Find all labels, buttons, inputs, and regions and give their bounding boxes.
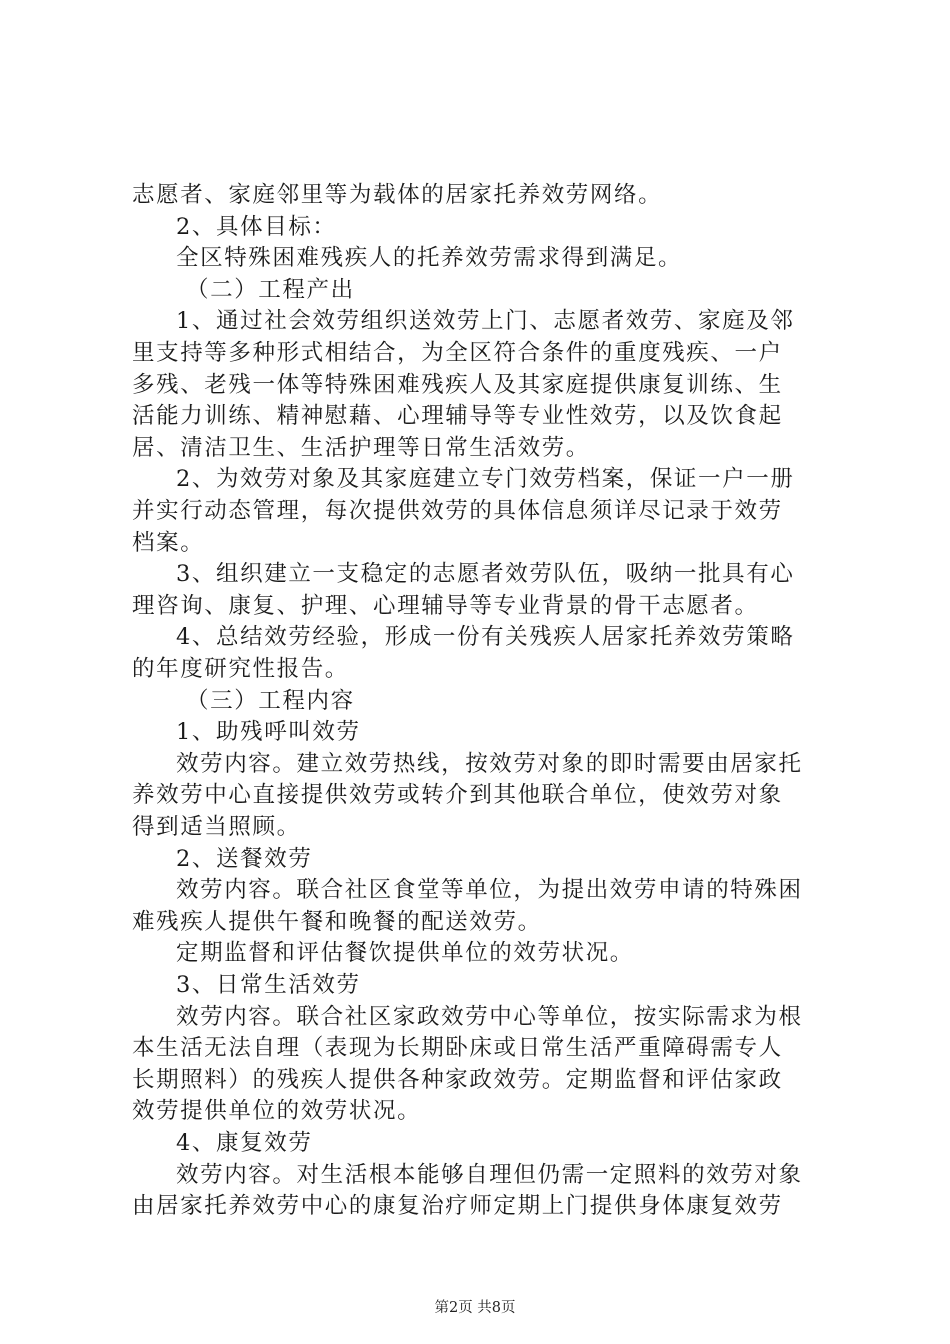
- section-heading: （三）工程内容: [186, 687, 355, 714]
- text-line: 养效劳中心直接提供效劳或转介到其他联合单位，使效劳对象: [132, 782, 783, 809]
- text-line: 1、通过社会效劳组织送效劳上门、志愿者效劳、家庭及邻: [176, 308, 795, 335]
- text-line: 难残疾人提供午餐和晚餐的配送效劳。: [132, 908, 542, 935]
- subsection-heading: 2、送餐效劳: [176, 845, 313, 872]
- text-line: 多残、老残一体等特殊困难残疾人及其家庭提供康复训练、生: [132, 371, 783, 398]
- text-line: 全区特殊困难残疾人的托养效劳需求得到满足。: [176, 245, 683, 272]
- text-line: 效劳内容。对生活根本能够自理但仍需一定照料的效劳对象: [176, 1161, 803, 1188]
- page-number-footer: 第2页 共8页: [434, 1300, 516, 1316]
- text-line: 档案。: [132, 529, 205, 556]
- subsection-heading: 3、日常生活效劳: [176, 972, 361, 998]
- text-line: 活能力训练、精神慰藉、心理辅导等专业性效劳，以及饮食起: [132, 403, 783, 430]
- text-line: 里支持等多种形式相结合，为全区符合条件的重度残疾、一户: [132, 340, 783, 366]
- text-line: 长期照料）的残疾人提供各种家政效劳。定期监督和评估家政: [132, 1066, 783, 1093]
- text-line: 效劳提供单位的效劳状况。: [132, 1098, 422, 1125]
- text-line: 2、具体目标：: [176, 213, 337, 240]
- text-line: 定期监督和评估餐饮提供单位的效劳状况。: [176, 940, 634, 967]
- section-heading: （二）工程产出: [186, 276, 355, 303]
- subsection-heading: 4、康复效劳: [176, 1130, 313, 1156]
- text-line: 由居家托养效劳中心的康复治疗师定期上门提供身体康复效劳: [132, 1193, 783, 1220]
- text-line: 效劳内容。建立效劳热线，按效劳对象的即时需要由居家托: [176, 750, 803, 777]
- text-line: 3、组织建立一支稳定的志愿者效劳队伍，吸纳一批具有心: [176, 561, 795, 588]
- text-line: 效劳内容。联合社区家政效劳中心等单位，按实际需求为根: [176, 1003, 803, 1030]
- subsection-heading: 1、助残呼叫效劳: [176, 719, 361, 746]
- text-line: 2、为效劳对象及其家庭建立专门效劳档案，保证一户一册: [176, 466, 795, 493]
- text-line: 得到适当照顾。: [132, 814, 301, 840]
- text-line: 本生活无法自理（表现为长期卧床或日常生活严重障碍需专人: [132, 1035, 783, 1062]
- text-line: 居、清洁卫生、生活护理等日常生活效劳。: [132, 434, 590, 461]
- text-line: 4、总结效劳经验，形成一份有关残疾人居家托养效劳策略: [176, 624, 795, 651]
- text-line: 理咨询、康复、护理、心理辅导等专业背景的骨干志愿者。: [132, 592, 759, 619]
- text-line: 效劳内容。联合社区食堂等单位，为提出效劳申请的特殊困: [176, 877, 803, 904]
- text-line: 志愿者、家庭邻里等为载体的居家托养效劳网络。: [132, 182, 663, 208]
- text-line: 并实行动态管理，每次提供效劳的具体信息须详尽记录于效劳: [132, 498, 783, 524]
- text-line: 的年度研究性报告。: [132, 656, 349, 682]
